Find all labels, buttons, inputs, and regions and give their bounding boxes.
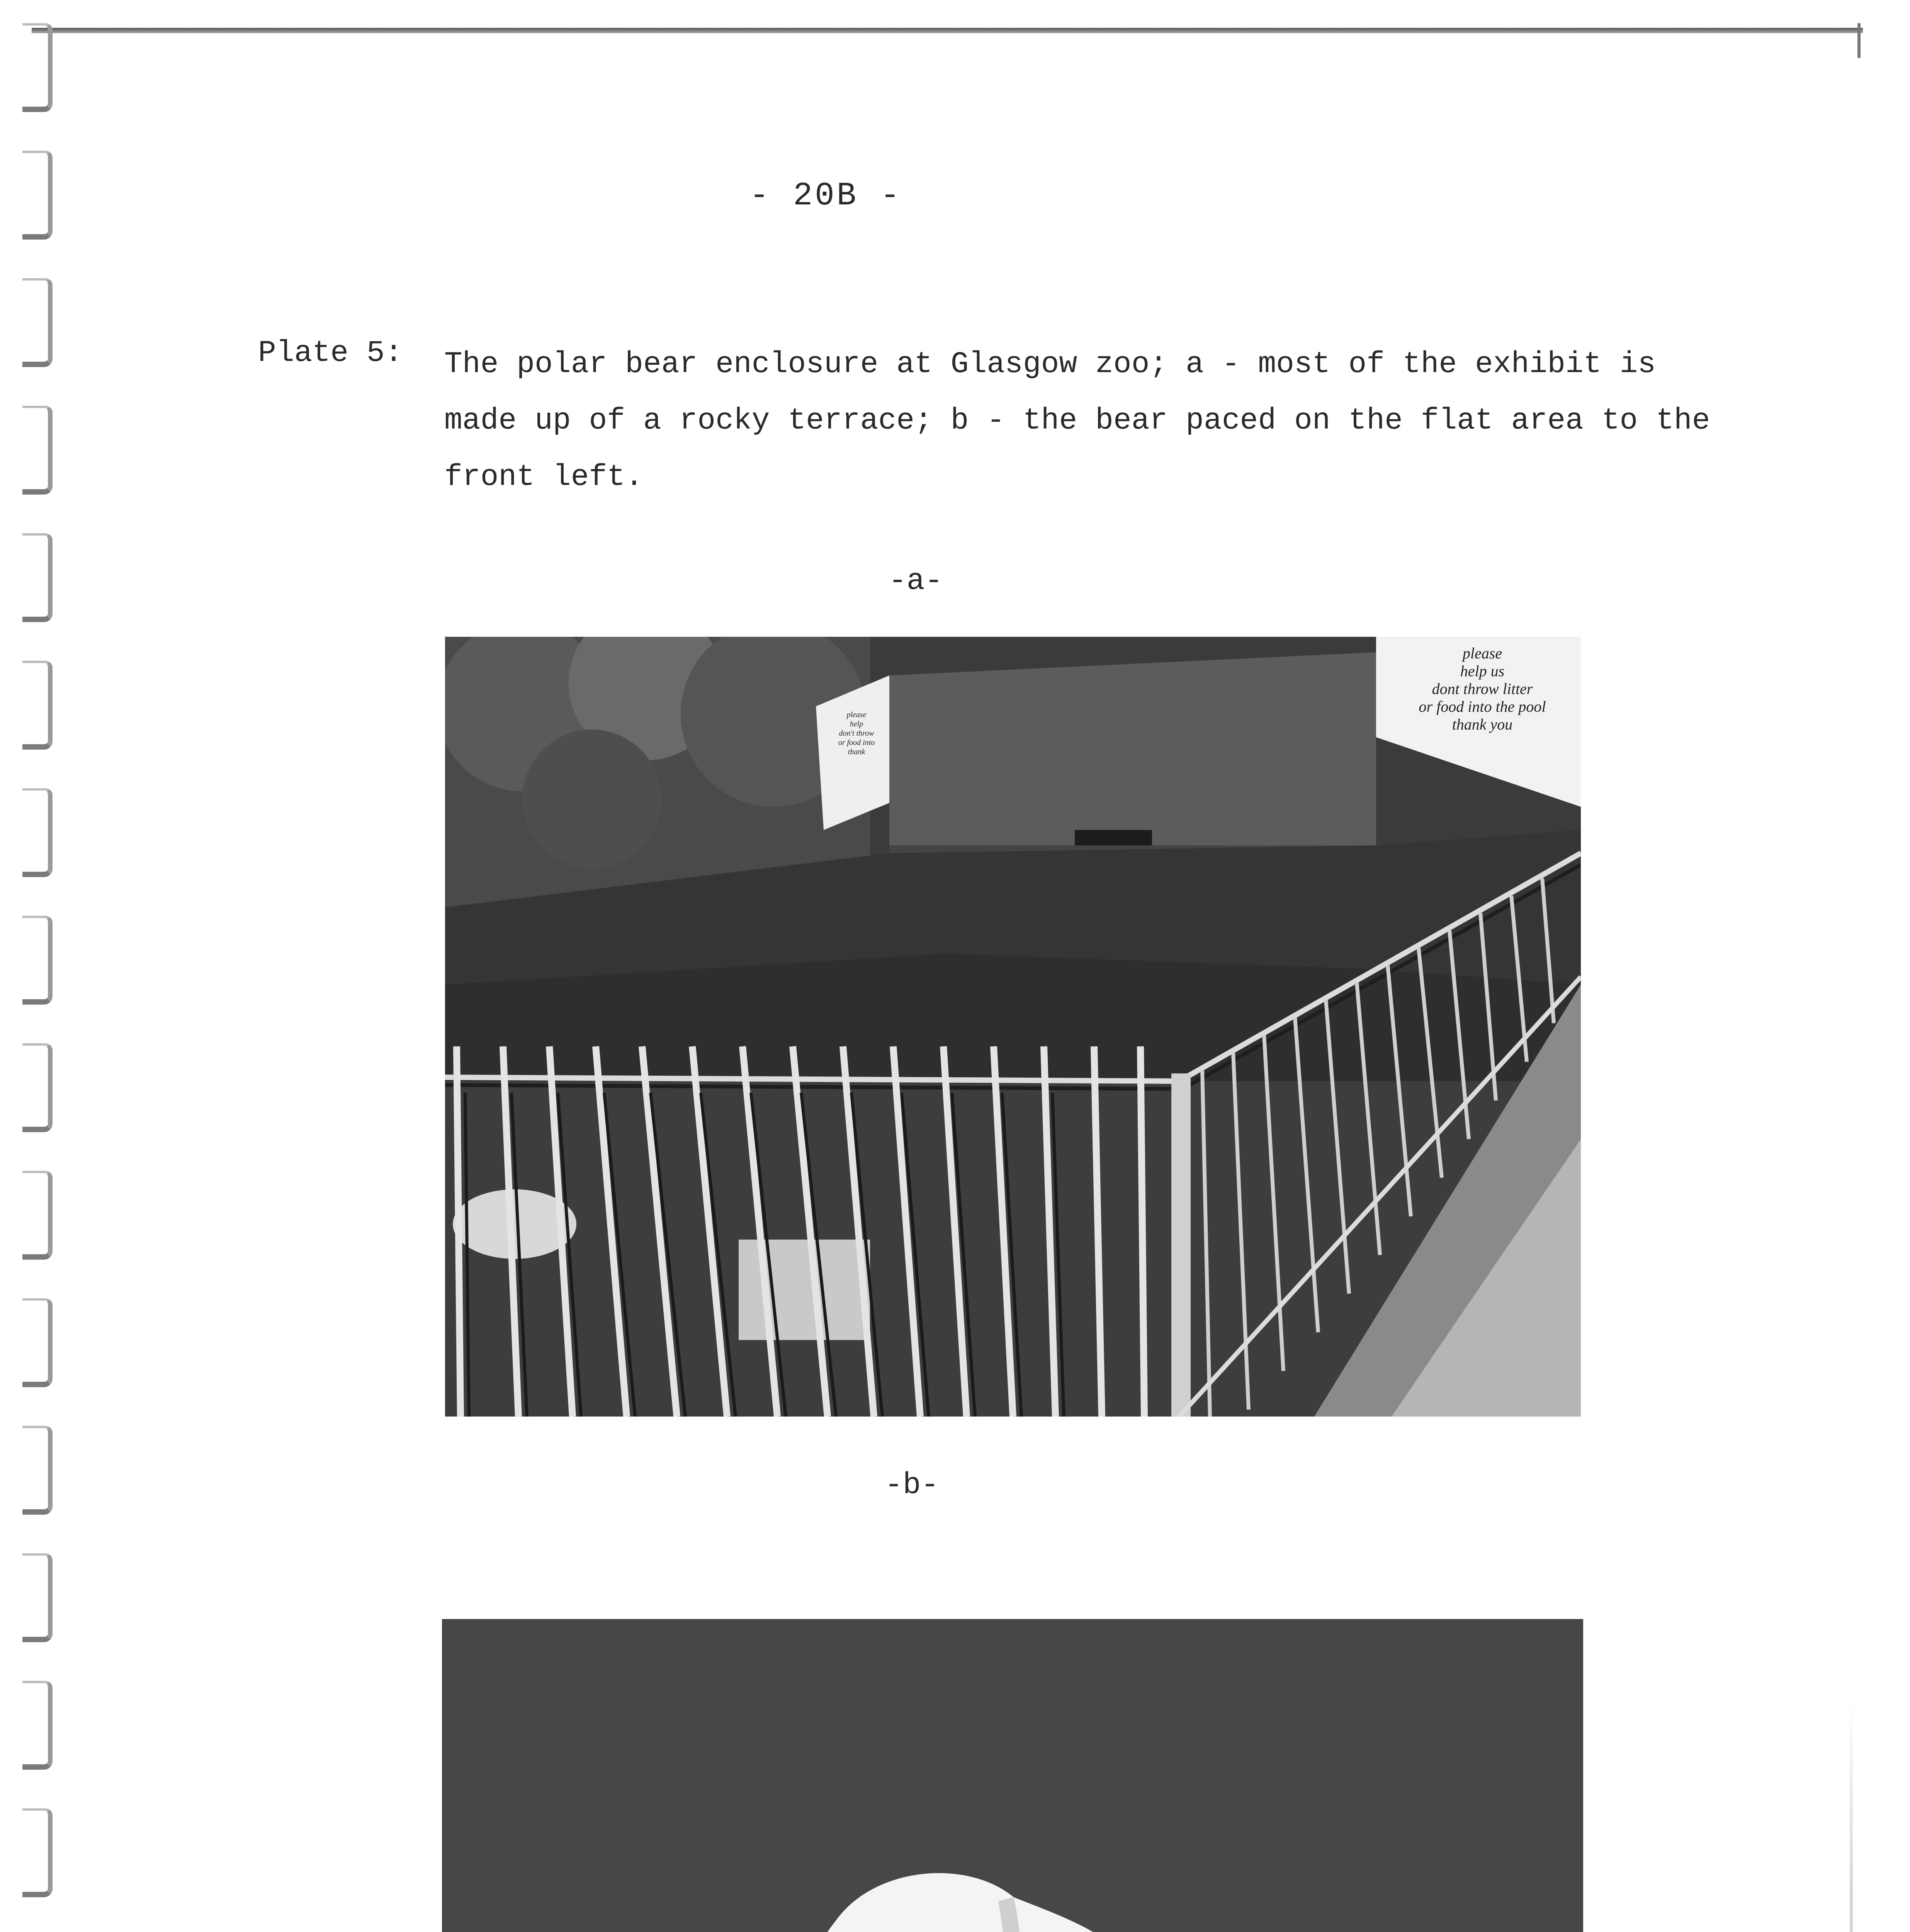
page-number: - 20B - bbox=[749, 178, 902, 214]
sign-right-line: or food into the pool bbox=[1419, 698, 1546, 715]
ring-binding bbox=[0, 0, 58, 1932]
top-rule bbox=[32, 28, 1863, 33]
photo-polar-bear bbox=[442, 1619, 1583, 1932]
sign-left-line: thank bbox=[848, 748, 865, 756]
photo-enclosure bbox=[445, 637, 1581, 1417]
binding-ring bbox=[22, 23, 53, 112]
sign-right-line: dont throw litter bbox=[1432, 680, 1533, 697]
right-page-edge bbox=[1850, 1700, 1853, 1932]
sign-left-line: please bbox=[846, 711, 867, 719]
binding-ring bbox=[22, 1298, 53, 1387]
figure-b-label: -b- bbox=[885, 1468, 939, 1502]
binding-ring bbox=[22, 916, 53, 1005]
binding-ring bbox=[22, 1681, 53, 1770]
plate-label: Plate 5: bbox=[258, 336, 403, 370]
binding-ring bbox=[22, 1426, 53, 1515]
binding-ring bbox=[22, 151, 53, 240]
sign-left-line: don't throw bbox=[839, 729, 874, 738]
enclosure-photo-drawing bbox=[445, 637, 1581, 1417]
polar-bear-photo-drawing bbox=[442, 1619, 1583, 1932]
binding-ring bbox=[22, 788, 53, 877]
sign-right-line: help us bbox=[1460, 662, 1505, 680]
sign-right-line: please bbox=[1462, 645, 1502, 662]
binding-ring bbox=[22, 1043, 53, 1132]
binding-ring bbox=[22, 1553, 53, 1642]
binding-ring bbox=[22, 661, 53, 750]
sign-right-line: thank you bbox=[1452, 716, 1513, 733]
sign-right bbox=[1399, 645, 1565, 733]
binding-ring bbox=[22, 1808, 53, 1897]
binding-ring bbox=[22, 533, 53, 622]
sign-left-line: help bbox=[850, 720, 863, 728]
binding-ring bbox=[22, 406, 53, 495]
binding-ring bbox=[22, 1171, 53, 1260]
binding-ring bbox=[22, 278, 53, 367]
top-rule-end bbox=[1857, 23, 1861, 58]
sign-left bbox=[828, 710, 885, 757]
sign-left-line: or food into bbox=[838, 738, 875, 747]
plate-caption: The polar bear enclosure at Glasgow zoo; a - most of the exhibit is made up of a rocky terrace; b - the bear paced on the flat area to the front left. bbox=[444, 347, 1710, 494]
figure-a-label: -a- bbox=[889, 564, 943, 598]
